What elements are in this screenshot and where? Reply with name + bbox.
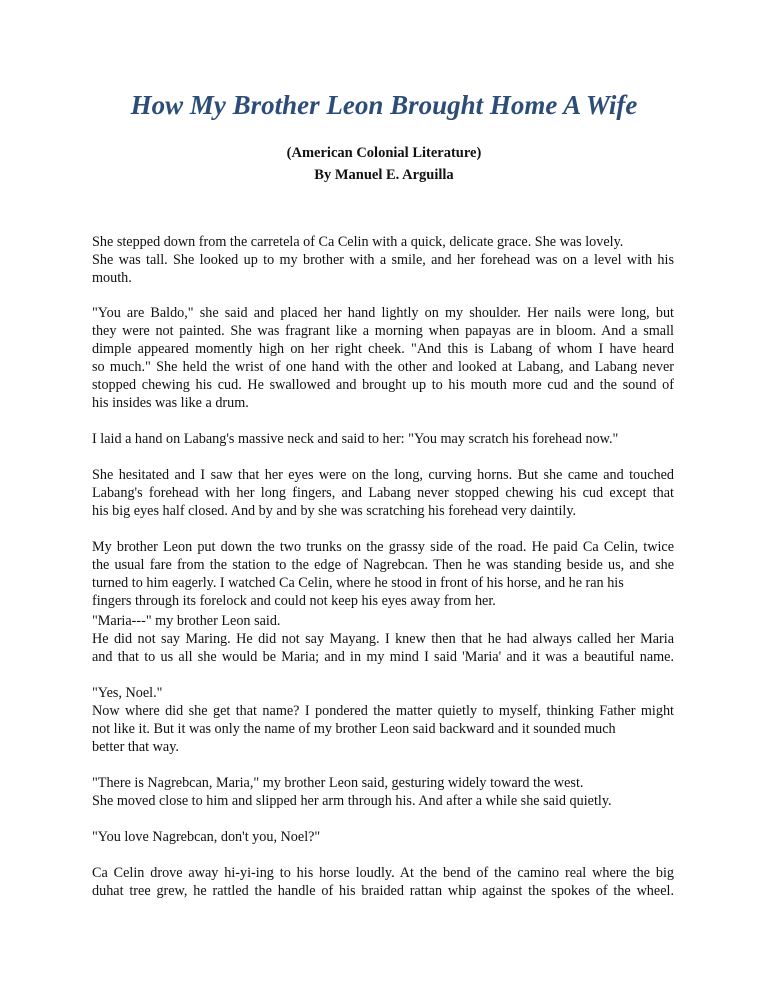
paragraph-line: his big eyes half closed. And by and by she was scratching his forehead very daintily. [92, 503, 577, 519]
paragraph-line: dimple appeared momently high on her right cheek. "And this is Labang of whom I have heard [92, 341, 674, 357]
paragraph-line: She was tall. She looked up to my brother with a smile, and her forehead was on a level with his [92, 252, 674, 268]
paragraph-line: better that way. [92, 739, 179, 755]
paragraph-line: so much." She held the wrist of one hand with the other and looked at Labang, and Labang never [92, 359, 674, 375]
document-subtitle: (American Colonial Literature) [286, 145, 482, 161]
paragraph-line: "You are Baldo," she said and placed her hand lightly on my shoulder. Her nails were long, but [92, 305, 674, 321]
paragraph-line: He did not say Maring. He did not say Mayang. I knew then that he had always called her Maria [92, 631, 674, 647]
paragraph-line: She hesitated and I saw that her eyes were on the long, curving horns. But she came and touched [92, 467, 674, 483]
paragraph-line: the usual fare from the station to the edge of Nagrebcan. Then he was standing beside us, and she [92, 557, 674, 573]
paragraph-line: turned to him eagerly. I watched Ca Celin, where he stood in front of his horse, and he ran his [92, 575, 624, 591]
paragraph-line: Labang's forehead with her long fingers, and Labang never stopped chewing his cud except that [92, 485, 674, 501]
paragraph-line: "Maria---" my brother Leon said. [92, 613, 281, 629]
document-author: By Manuel E. Arguilla [314, 167, 454, 183]
paragraph-line: I laid a hand on Labang's massive neck and said to her: "You may scratch his forehead now." [92, 431, 619, 447]
paragraph-line: his insides was like a drum. [92, 395, 249, 411]
document-title: How My Brother Leon Brought Home A Wife [130, 90, 638, 120]
paragraph-line: "You love Nagrebcan, don't you, Noel?" [92, 829, 321, 845]
paragraph-line: She stepped down from the carretela of Ca Celin with a quick, delicate grace. She was lovely. [92, 234, 624, 250]
paragraph-line: "Yes, Noel." [92, 685, 163, 701]
paragraph-line: not like it. But it was only the name of my brother Leon said backward and it sounded much [92, 721, 616, 737]
paragraph-line: Now where did she get that name? I pondered the matter quietly to myself, thinking Father might [92, 703, 674, 719]
paragraph-line: fingers through its forelock and could not keep his eyes away from her. [92, 593, 496, 609]
paragraph-line: "There is Nagrebcan, Maria," my brother Leon said, gesturing widely toward the west. [92, 775, 584, 791]
paragraph-line: Ca Celin drove away hi-yi-ing to his horse loudly. At the bend of the camino real where the big [92, 865, 674, 881]
paragraph-line: mouth. [92, 270, 132, 286]
paragraph-line: duhat tree grew, he rattled the handle of his braided rattan whip against the spokes of the wheel. [92, 883, 674, 899]
paragraph-line: She moved close to him and slipped her arm through his. And after a while she said quietly. [92, 793, 612, 809]
paragraph-line: they were not painted. She was fragrant like a morning when papayas are in bloom. And a small [92, 323, 674, 339]
paragraph-line: stopped chewing his cud. He swallowed and brought up to his mouth more cud and the sound of [92, 377, 674, 393]
paragraph-line: and that to us all she would be Maria; and in my mind I said 'Maria' and it was a beautiful name. [92, 649, 674, 665]
paragraph-line: My brother Leon put down the two trunks on the grassy side of the road. He paid Ca Celin, twice [92, 539, 674, 555]
